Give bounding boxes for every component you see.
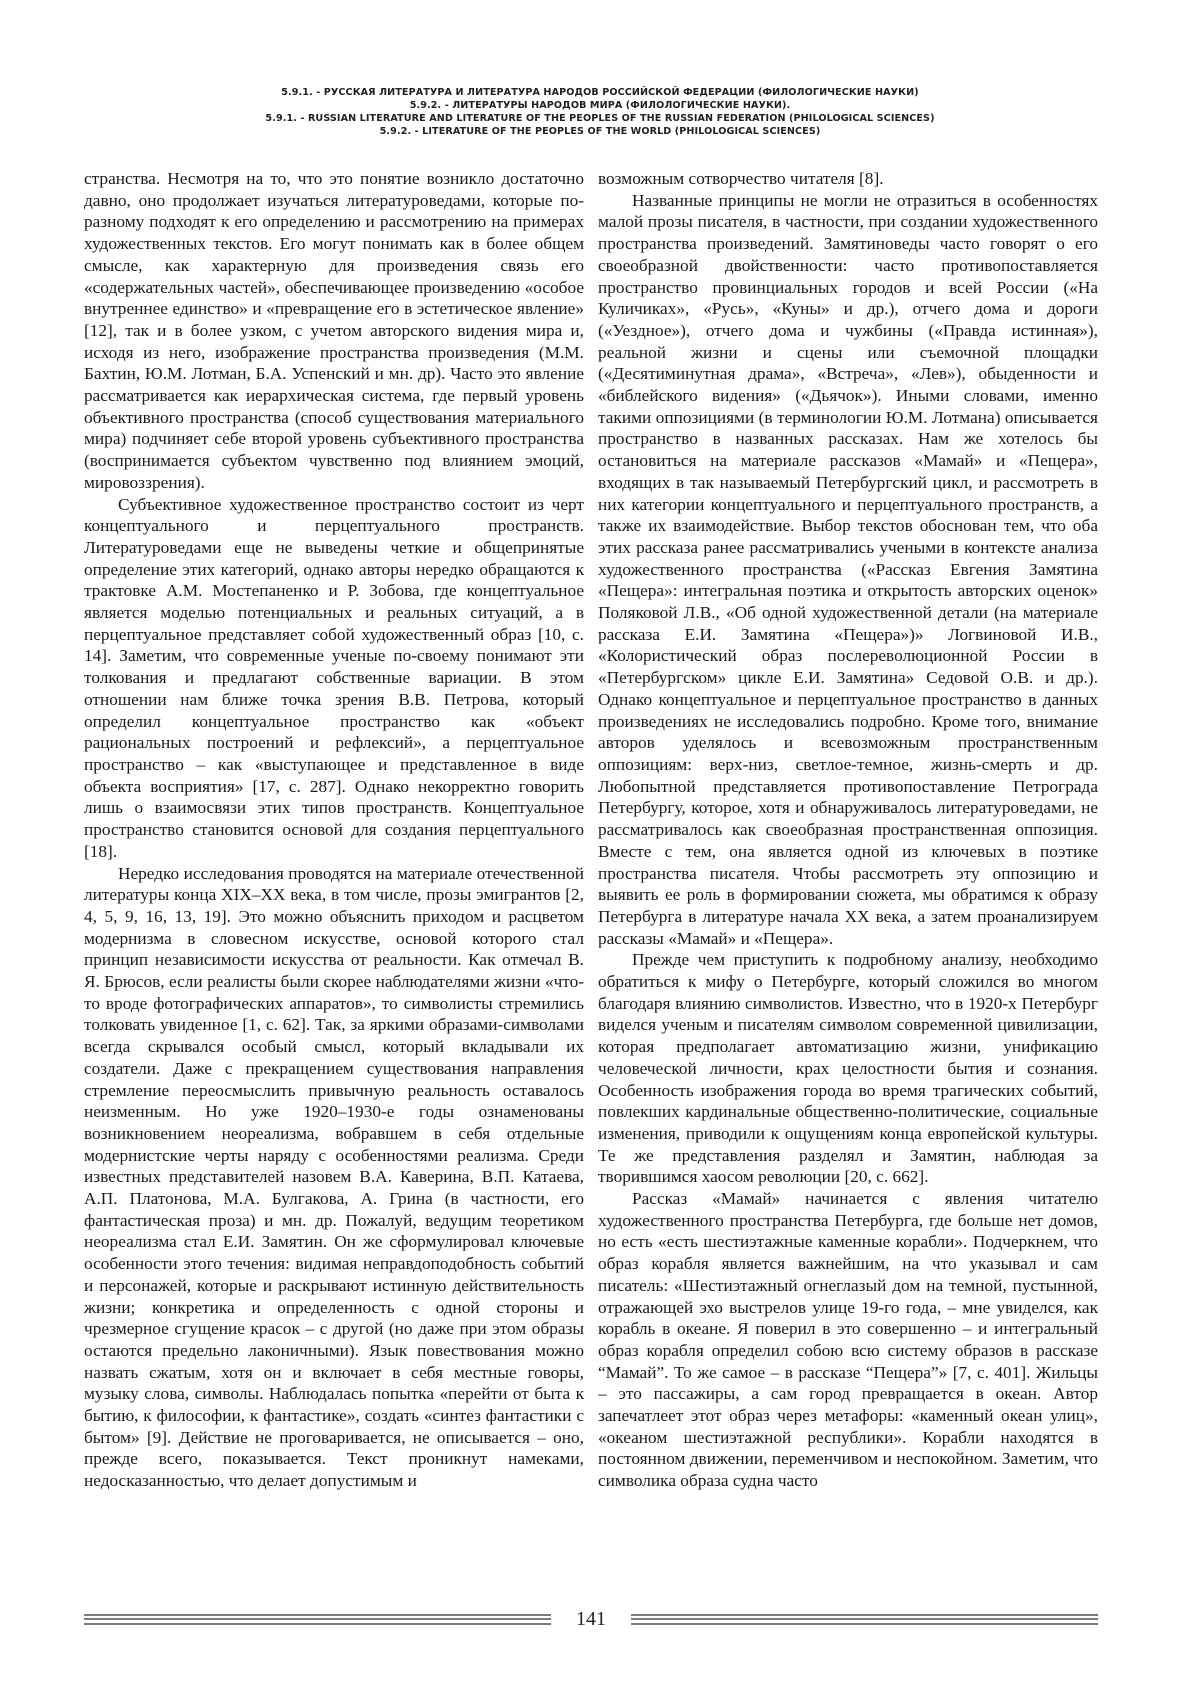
running-header (0, 86, 1200, 138)
page-footer (84, 1604, 1098, 1634)
paragraph: Нередко исследования проводятся на материале отечественной литературы конца XIX–XX века, в том числе, прозы эмигрантов [2, 4, 5, 9, 16, 13, 19]. Это можно объяснить приходом и расцветом модернизма в словесном искусстве, основой которого стал принцип независимости искусства от реальности. Как отмечал В. Я. Брюсов, если реалисты были скорее наблюдателями жизни «что-то вроде фотографических аппаратов», то символисты стремились толковать увиденное [1, с. 62]. Так, за яркими образами-символами всегда скрывался особый смысл, который вкладывали их создатели. Даже с прекращением существования направления стремление переосмыслить привычную реальность оставалось неизменным. Но уже 1920–1930-е годы ознаменованы возникновением неореализма, вобравшем в себя отдельные модернистские черты наряду с особенностями реализма. Среди известных представителей назовем В.А. Каверина, В.П. Катаева, А.П. Платонова, М.А. Булгакова, А. Грина (в частности, его фантастическая проза) и мн. др. Пожалуй, ведущим теоретиком неореализма стал Е.И. Замятин. Он же сформулировал ключевые особенности этого течения: видимая неправдоподобность событий и персонажей, которые и раскрывают истинную действительность жизни; конкретика и определенность с одной стороны и чрезмерное сгущение красок – с другой (но даже при этом образы остаются предельно лаконичными). Язык повествования можно назвать сжатым, хотя он и включает в себя местные говоры, музыку слова, символы. Наблюдалась попытка «перейти от быта к бытию, к философии, к фантастике», создать «синтез фантастики с бытом» [9]. Действие не проговаривается, не описывается – оно, прежде всего, показывается. Текст проникнут намеками, недосказанностью, что делает допустимым и (84, 863, 584, 1491)
left-column (84, 168, 584, 1588)
header-line: 5.9.1. - RUSSIAN LITERATURE AND LITERATURE OF THE PEOPLES OF THE RUSSIAN FEDERATION (PHILOLOGICAL SCIENCES) (265, 113, 935, 124)
footer-rule-right (631, 1614, 1098, 1625)
header-line: 5.9.1. - РУССКАЯ ЛИТЕРАТУРА И ЛИТЕРАТУРА НАРОДОВ РОССИЙСКОЙ ФЕДЕРАЦИИ (ФИЛОЛОГИЧЕСКИЕ НАУКИ) (281, 87, 919, 98)
paragraph: Названные принципы не могли не отразиться в особенностях малой прозы писателя, в частности, при создании художественного пространства произведений. Замятиноведы часто говорят о его своеобразной двойственности: часто противопоставляется пространство провинциальных городов и всей России («На Куличиках», «Русь», «Куны» и др.), отчего дома и дороги («Уездное»), отчего дома и чужбины («Правда истинная»), реальной жизни и сцены или съемочной площадки («Десятиминутная драма», «Встреча», «Лев»), обыденности и «библейского видения» («Дьячок»). Иными словами, именно такими оппозициями (в терминологии Ю.М. Лотмана) описывается пространство в названных рассказах. Нам же хотелось бы остановиться на материале рассказов «Мамай» и «Пещера», входящих в так называемый Петербургский цикл, и рассмотреть в них категории концептуального и перцептуального пространств, а также их взаимодействие. Выбор текстов обоснован тем, что оба этих рассказа ранее рассматривались учеными в контексте анализа художественного пространства («Рассказ Евгения Замятина «Пещера»: интегральная поэтика и открытость авторских оценок» Поляковой Л.В., «Об одной художественной детали (на материале рассказа Е.И. Замятина «Пещера»)» Логвиновой И.В., «Колористический образ послереволюционной России в «Петербургском» цикле Е.И. Замятина» Седовой О.В. и др.). Однако концептуальное и перцептуальное пространство в данных произведениях не исследовались подробно. Кроме того, внимание авторов уделялось и всевозможным пространственным оппозициям: верх-низ, светлое-темное, жизнь-смерть и др. Любопытной представляется противопоставление Петрограда Петербургу, которое, хотя и обнаруживалось литературоведами, не рассматривалось как своеобразная пространственная оппозиция. Вместе с тем, она является одной из ключевых в поэтике пространства писателя. Чтобы рассмотреть эту оппозицию и выявить ее роль в формировании сюжета, мы обратимся к образу Петербурга в литературе начала XX века, а затем проанализируем рассказы «Мамай» и «Пещера». (598, 190, 1098, 948)
body-columns (84, 168, 1098, 1588)
header-line: 5.9.2. - ЛИТЕРАТУРЫ НАРОДОВ МИРА (ФИЛОЛОГИЧЕСКИЕ НАУКИ). (409, 100, 791, 111)
paragraph: возможным сотворчество читателя [8]. (598, 169, 884, 188)
footer-rule-left (84, 1614, 551, 1625)
paragraph: Прежде чем приступить к подробному анализу, необходимо обратиться к мифу о Петербурге, который сложился во многом благодаря влиянию символистов. Известно, что в 1920-х Петербург виделся ученым и писателям символом современной цивилизации, которая предполагает автоматизацию жизни, унификацию человеческой личности, крах целостности бытия и сознания. Особенность изображения города во время трагических событий, повлекших кардинальные общественно-политические, социальные изменения, приводили к ощущениям конца европейской культуры. Те же представления разделял и Замятин, наблюдая за творившимся хаосом революции [20, с. 662]. (598, 950, 1098, 1187)
paragraph: Субъективное художественное пространство состоит из черт концептуального и перцептуального пространств. Литературоведами еще не выведены четкие и общепринятые определение этих категорий, однако авторы нередко обращаются к трактовке А.М. Мостепаненко и Р. Зобова, где концептуальное является моделью потенциальных и реальных ситуаций, а в перцептуальное представляет собой художественный образ [10, с. 14]. Заметим, что современные ученые по-своему понимают эти толкования и предлагают собственные вариации. В этом отношении нам ближе точка зрения В.В. Петрова, который определил концептуальное пространство как «объект рациональных построений и рефлексий», а перцептуальное пространство – как «выступающее и представленное в виде объекта восприятия» [17, с. 287]. Однако некорректно говорить лишь о взаимосвязи этих типов пространств. Концептуальное пространство становится основой для создания перцептуального [18]. (84, 494, 584, 861)
header-line: 5.9.2. - LITERATURE OF THE PEOPLES OF THE WORLD (PHILOLOGICAL SCIENCES) (379, 126, 821, 137)
paragraph: странства. Несмотря на то, что это понятие возникло достаточно давно, оно продолжает изучаться литературоведами, которые по-разному подходят к его определению и рассмотрению на примерах художественных текстов. Его могут понимать как в более общем смысле, как характерную для произведения связь его «содержательных частей», обеспечивающее произведению «особое внутреннее единство» и «превращение его в эстетическое явление» [12], так и в более узком, с учетом авторского видения мира и, исходя из него, изображение пространства произведения (М.М. Бахтин, Ю.М. Лотман, Б.А. Успенский и мн. др). Часто это явление рассматривается как иерархическая система, где первый уровень объективного пространства (способ существования материального мира) подчиняет себе второй уровень субъективного пространства (воспринимается субъектом чувственно под влиянием эмоций, мировоззрения). (84, 169, 584, 492)
page-number: 141 (576, 1607, 606, 1630)
right-column (598, 168, 1098, 1588)
paragraph: Рассказ «Мамай» начинается с явления читателю художественного пространства Петербурга, где больше нет домов, но есть «есть шестиэтажные каменные корабли». Подчеркнем, что образ корабля является важнейшим, на что указывал и сам писатель: «Шестиэтажный огнеглазый дом на темной, пустынной, отражающей эхо выстрелов улице 19-го года, – мне увиделся, как корабль в океане. Я поверил в это совершенно – и интегральный образ корабля определил собою всю систему образов в рассказе “Мамай”. То же самое – в рассказе “Пещера”» [7, с. 401]. Жильцы – это пассажиры, а сам город превращается в океан. Автор запечатлеет этот образ через метафоры: «каменный океан улиц», «океаном шестиэтажной республики». Корабли находятся в постоянном движении, переменчивом и неспокойном. Заметим, что символика образа судна часто (598, 1189, 1098, 1491)
